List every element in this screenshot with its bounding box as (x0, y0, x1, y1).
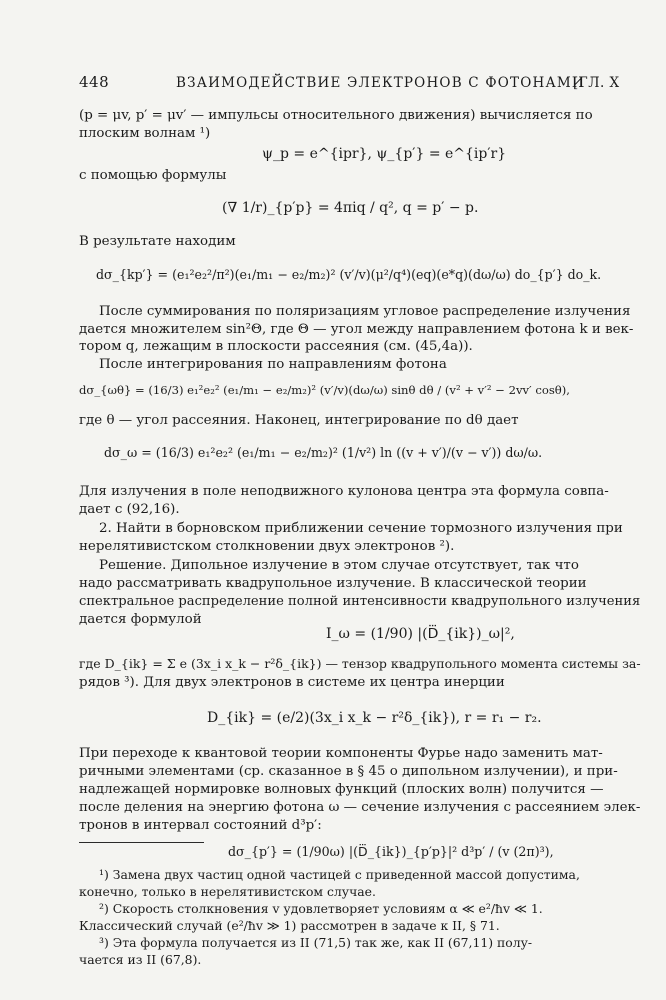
text-line: надлежащей нормировке волновых функций (плоских волн) получится — (79, 782, 604, 797)
text-line: надо рассматривать квадрупольное излучение. В классической теории (79, 576, 587, 591)
text-line: с помощью формулы (79, 168, 227, 183)
text-line: После интегрирования по направлениям фотона (99, 357, 447, 372)
footnote-divider (79, 842, 204, 843)
footnote-1: ¹) Замена двух частиц одной частицей с приведенной массой допустима, (99, 867, 580, 882)
text-line: При переходе к квантовой теории компоненты Фурье надо заменить мат- (79, 746, 603, 761)
page-number: 448 (79, 73, 110, 91)
text-line: тором q, лежащим в плоскости рассеяния (см. (45,4а)). (79, 339, 473, 354)
footnote-3: ³) Эта формула получается из II (71,5) так же, как II (67,11) полу- (99, 935, 533, 950)
solution-line: Решение. Дипольное излучение в этом случае отсутствует, так что (99, 558, 579, 573)
text-line: нерелятивистском столкновении двух электронов ²). (79, 539, 455, 554)
text-line: В результате находим (79, 234, 236, 249)
footnote-1-cont: конечно, только в нерелятивистском случае. (79, 884, 376, 899)
text-line: Для излучения в поле неподвижного кулонова центра эта формула совпа- (79, 484, 609, 499)
equation-wave-functions: ψ_p = e^{ipr}, ψ_{p′} = e^{ip′r} (262, 146, 507, 162)
text-line: дает с (92,16). (79, 502, 180, 517)
text-line: дается множителем sin²Θ, где Θ — угол между направлением фотона k и век- (79, 322, 634, 337)
problem-statement: 2. Найти в борновском приближении сечение тормозного излучения при (99, 521, 623, 536)
equation-quadrupole-intensity: I_ω = (1/90) |(D⃛_{ik})_ω|², (326, 626, 515, 642)
equation-cross-section-kp: dσ_{kp′} = (e₁²e₂²/π²)(e₁/m₁ − e₂/m₂)² (v′/v)(μ²/q⁴)(eq)(e*q)(dω/ω) do_{p′} do_k. (96, 267, 602, 282)
footnote-2: ²) Скорость столкновения v удовлетворяет условиям α ≪ e²/ħv ≪ 1. (99, 901, 543, 916)
footnote-3-cont: чается из II (67,8). (79, 952, 202, 967)
text-line: спектральное распределение полной интенсивности квадрупольного излучения (79, 594, 641, 609)
text-line: после деления на энергию фотона ω — сечение излучения с рассеянием элек- (79, 800, 641, 815)
text-line: где θ — угол рассеяния. Наконец, интегрирование по dθ дает (79, 413, 519, 428)
footnote-2-cont: Классический случай (e²/ħv ≫ 1) рассмотрен в задаче к II, § 71. (79, 918, 500, 933)
equation-quadrupole-tensor: D_{ik} = (e/2)(3x_i x_k − r²δ_{ik}), r = r₁ − r₂. (207, 710, 542, 726)
text-line: где D_{ik} = Σ e (3x_i x_k − r²δ_{ik}) — тензор квадрупольного момента системы за- (79, 656, 641, 671)
text-line: рядов ³). Для двух электронов в системе их центра инерции (79, 675, 505, 690)
text-line: тронов в интервал состояний d³p′: (79, 818, 322, 833)
running-title: ВЗАИМОДЕЙСТВИЕ ЭЛЕКТРОНОВ С ФОТОНАМИ (176, 75, 585, 91)
text-line: После суммирования по поляризациям угловое распределение излучения (99, 304, 631, 319)
chapter-label: [ГЛ. X (573, 75, 620, 91)
equation-fourier-coulomb: (∇ 1/r)_{p′p} = 4πiq / q², q = p′ − p. (222, 200, 479, 216)
equation-cross-section-p: dσ_{p′} = (1/90ω) |(D⃛_{ik})_{p′p}|² d³p′ / (v (2π)³), (228, 844, 554, 859)
text-line: плоским волнам ¹) (79, 126, 211, 141)
text-line: (p = μv, p′ = μv′ — импульсы относительного движения) вычисляется по (79, 108, 593, 123)
equation-cross-section-omega-theta: dσ_{ωθ} = (16/3) e₁²e₂² (e₁/m₁ − e₂/m₂)² (v′/v)(dω/ω) sinθ dθ / (v² + v′² − 2vv′ cosθ), (79, 383, 570, 397)
equation-cross-section-omega: dσ_ω = (16/3) e₁²e₂² (e₁/m₁ − e₂/m₂)² (1/v²) ln ((v + v′)/(v − v′)) dω/ω. (104, 445, 543, 460)
text-line: дается формулой (79, 612, 202, 627)
text-line: ричными элементами (ср. сказанное в § 45 о дипольном излучении), и при- (79, 764, 618, 779)
